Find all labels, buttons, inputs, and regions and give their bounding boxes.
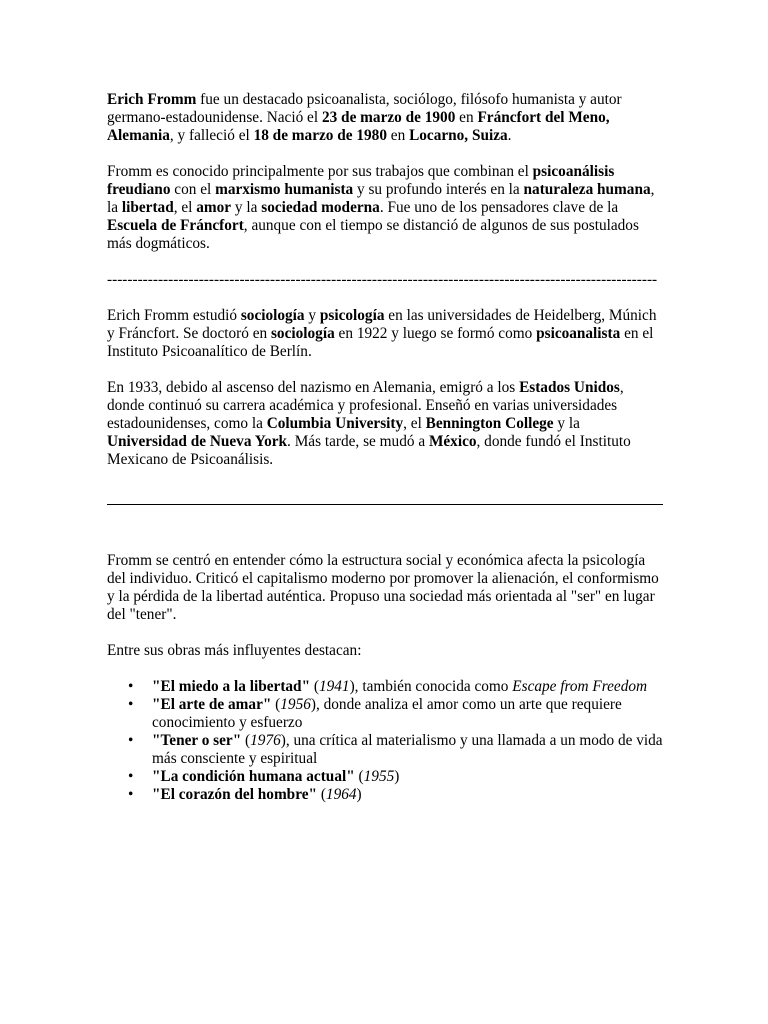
- text-span: (: [241, 732, 251, 749]
- text-span: . Fue uno de los pensadores clave de la: [379, 199, 619, 216]
- keyword-bold: amor: [196, 199, 232, 216]
- text-span: , el: [173, 199, 197, 216]
- text-span: en: [386, 127, 410, 144]
- text-span: ): [394, 768, 400, 785]
- keyword-bold: Bennington College: [425, 415, 554, 432]
- critique-paragraph: Fromm se centró en entender cómo la estructura social y económica afecta la psicología del individuo. Criticó el capitalismo moderno por promover la alienación, el conformismo y la pérdida de la libertad auténtica. Propuso una sociedad más orientada al "ser" en lugar del "tener".: [107, 552, 659, 623]
- themes-paragraph: [107, 163, 663, 253]
- text-span: , donde continuó su carrera académica y profesional. Enseñó en varias universidades estadounidenses, como la: [107, 379, 624, 432]
- work-year: 1956: [280, 696, 311, 713]
- intro-paragraph: [107, 91, 663, 145]
- bullet-icon: •: [128, 786, 134, 803]
- work-list-item: [128, 696, 663, 732]
- text-span: , la: [107, 181, 655, 216]
- text-span: en las universidades de Heidelberg, Múnich y Fráncfort. Se doctoró en: [107, 307, 657, 342]
- text-span: Erich Fromm estudió: [107, 307, 241, 324]
- bullet-icon: •: [128, 768, 134, 785]
- work-title: "Tener o ser": [152, 732, 242, 749]
- birth-date-bold: 23 de marzo de 1900: [321, 109, 456, 126]
- work-list-item: [128, 768, 663, 786]
- keyword-bold: sociología: [240, 307, 305, 324]
- work-title: "El arte de amar": [152, 696, 272, 713]
- text-span: ), donde analiza el amor como un arte que requiere conocimiento y esfuerzo: [152, 696, 622, 731]
- keyword-bold: Columbia University: [266, 415, 404, 432]
- text-span: fue un destacado psicoanalista, sociólogo, filósofo humanista y autor germano-estadounidense. Nació el: [107, 91, 622, 126]
- name-bold: Erich Fromm: [107, 91, 197, 108]
- work-year: 1976: [250, 732, 281, 749]
- work-list-item: [128, 732, 663, 768]
- text-span: En 1933, debido al ascenso del nazismo en Alemania, emigró a los: [107, 379, 520, 396]
- keyword-bold: psicología: [319, 307, 385, 324]
- keyword-bold: Escuela de Fráncfort: [107, 217, 244, 234]
- text-span: en el Instituto Psicoanalítico de Berlín.: [107, 325, 654, 360]
- work-title: "El corazón del hombre": [152, 786, 317, 803]
- text-span: en: [455, 109, 478, 126]
- bullet-icon: •: [128, 732, 134, 749]
- work-title: "La condición humana actual": [152, 768, 355, 785]
- text-span: (: [271, 696, 281, 713]
- keyword-bold: naturaleza humana: [523, 181, 651, 198]
- text-span: (: [310, 678, 319, 695]
- text-span: , aunque con el tiempo se distanció de algunos de sus postulados más dogmáticos.: [107, 217, 639, 252]
- work-list-item: [128, 678, 663, 696]
- bullet-icon: •: [128, 678, 134, 695]
- text-span: y: [304, 307, 320, 324]
- text-span: , y falleció el: [169, 127, 254, 144]
- keyword-bold: libertad: [121, 199, 174, 216]
- birth-place-bold: Fráncfort del Meno, Alemania: [107, 109, 610, 144]
- text-span: ), también conocida como: [349, 678, 513, 695]
- keyword-bold: sociología: [270, 325, 335, 342]
- works-intro: Entre sus obras más influyentes destacan:: [107, 642, 362, 659]
- document-body: [107, 91, 663, 804]
- keyword-bold: sociedad moderna: [261, 199, 380, 216]
- keyword-bold: México: [428, 433, 477, 450]
- work-year: 1964: [325, 786, 357, 803]
- text-span: en 1922 y luego se formó como: [334, 325, 537, 342]
- text-span: con el: [170, 181, 216, 198]
- works-list: [107, 678, 663, 804]
- text-span: (: [317, 786, 326, 803]
- text-span: ): [356, 786, 362, 803]
- text-span: . Más tarde, se mudó a: [287, 433, 429, 450]
- keyword-bold: Estados Unidos: [519, 379, 620, 396]
- text-span: y su profundo interés en la: [353, 181, 524, 198]
- bullet-icon: •: [128, 696, 134, 713]
- death-date-bold: 18 de marzo de 1980: [253, 127, 387, 144]
- dashed-separator: ------------------------------------------------------------------------------------------------------------: [107, 271, 658, 288]
- death-place-bold: Locarno, Suiza: [409, 127, 508, 144]
- text-span: ), una crítica al materialismo y una llamada a un modo de vida más consciente y espiritual: [152, 732, 663, 767]
- work-year: 1955: [363, 768, 395, 785]
- work-alt-title: Escape from Freedom: [512, 678, 648, 695]
- work-list-item: [128, 786, 663, 804]
- keyword-bold: marxismo humanista: [215, 181, 354, 198]
- text-span: Fromm es conocido principalmente por sus trabajos que combinan el: [107, 163, 533, 180]
- text-span: , el: [403, 415, 426, 432]
- text-span: .: [507, 127, 512, 144]
- text-span: , donde fundó el Instituto Mexicano de Psicoanálisis.: [107, 433, 631, 468]
- text-span: y la: [553, 415, 580, 432]
- emigration-paragraph: [107, 379, 663, 469]
- work-title: "El miedo a la libertad": [152, 678, 311, 695]
- text-span: (: [354, 768, 364, 785]
- education-paragraph: [107, 307, 663, 361]
- work-year: 1941: [318, 678, 350, 695]
- keyword-bold: psicoanalista: [536, 325, 621, 342]
- text-span: y la: [231, 199, 262, 216]
- keyword-bold: psicoanálisis freudiano: [107, 163, 615, 198]
- keyword-bold: Universidad de Nueva York: [107, 433, 288, 450]
